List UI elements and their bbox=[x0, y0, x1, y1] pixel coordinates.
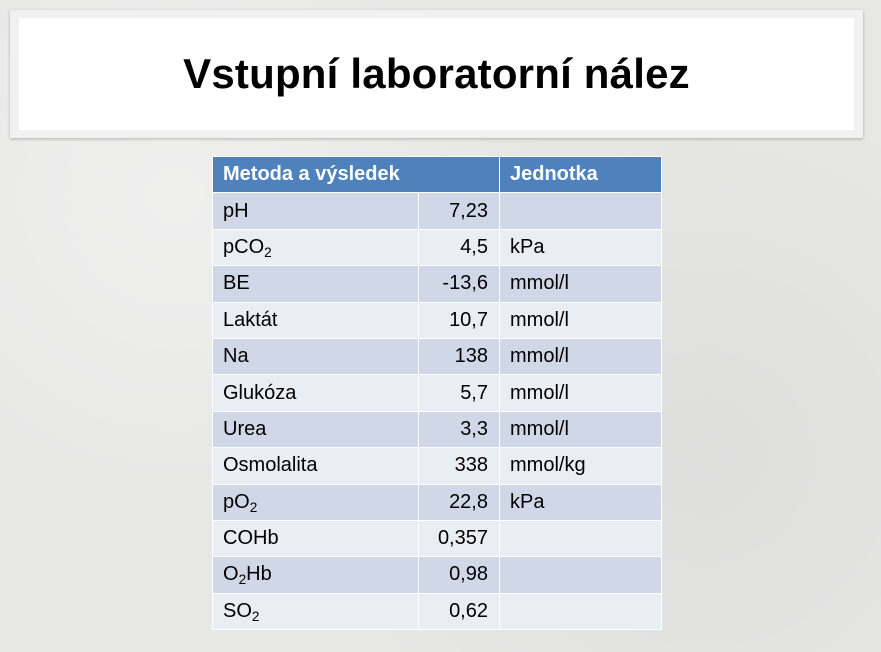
header-unit: Jednotka bbox=[500, 157, 662, 193]
table-row bbox=[213, 375, 662, 411]
table-row bbox=[213, 266, 662, 302]
parameter-name: Na bbox=[213, 338, 419, 374]
parameter-value: 0,357 bbox=[419, 520, 500, 556]
parameter-unit: kPa bbox=[500, 229, 662, 265]
table-row bbox=[213, 411, 662, 447]
parameter-value: 22,8 bbox=[419, 484, 500, 520]
header-method: Metoda a výsledek bbox=[213, 157, 500, 193]
title-frame bbox=[10, 10, 863, 138]
table-row bbox=[213, 520, 662, 556]
parameter-name: BE bbox=[213, 266, 419, 302]
parameter-value: 0,62 bbox=[419, 593, 500, 629]
parameter-unit bbox=[500, 593, 662, 629]
title-box bbox=[19, 18, 854, 130]
parameter-subscript: 2 bbox=[264, 244, 272, 260]
parameter-value: 338 bbox=[419, 448, 500, 484]
parameter-value: 4,5 bbox=[419, 229, 500, 265]
parameter-unit bbox=[500, 520, 662, 556]
parameter-unit: mmol/kg bbox=[500, 448, 662, 484]
parameter-unit bbox=[500, 193, 662, 229]
parameter-name: Osmolalita bbox=[213, 448, 419, 484]
parameter-name: COHb bbox=[213, 520, 419, 556]
table-row bbox=[213, 302, 662, 338]
parameter-unit: mmol/l bbox=[500, 338, 662, 374]
parameter-name: Urea bbox=[213, 411, 419, 447]
table-row bbox=[213, 448, 662, 484]
parameter-subscript: 2 bbox=[238, 572, 247, 588]
parameter-unit: kPa bbox=[500, 484, 662, 520]
parameter-unit: mmol/l bbox=[500, 266, 662, 302]
parameter-name: Laktát bbox=[213, 302, 419, 338]
table-row bbox=[213, 338, 662, 374]
table-row bbox=[213, 229, 662, 265]
parameter-name: pCO$_2$ bbox=[213, 229, 419, 265]
table-row bbox=[213, 557, 662, 593]
table-row bbox=[213, 193, 662, 229]
parameter-value: 138 bbox=[419, 338, 500, 374]
table-header-row bbox=[213, 157, 662, 193]
parameter-value: 5,7 bbox=[419, 375, 500, 411]
parameter-unit bbox=[500, 557, 662, 593]
lab-results-table bbox=[212, 156, 662, 630]
parameter-unit: mmol/l bbox=[500, 302, 662, 338]
table-row bbox=[213, 484, 662, 520]
parameter-name: pH bbox=[213, 193, 419, 229]
parameter-unit: mmol/l bbox=[500, 375, 662, 411]
parameter-name: $pO_2$ bbox=[213, 484, 419, 520]
parameter-name: Glukóza bbox=[213, 375, 419, 411]
parameter-value: 3,3 bbox=[419, 411, 500, 447]
page-title: Vstupní laboratorní nález bbox=[183, 50, 690, 97]
parameter-value: 7,23 bbox=[419, 193, 500, 229]
parameter-value: 10,7 bbox=[419, 302, 500, 338]
parameter-value: -13,6 bbox=[419, 266, 500, 302]
parameter-unit: mmol/l bbox=[500, 411, 662, 447]
parameter-subscript: 2 bbox=[249, 499, 258, 515]
table-body bbox=[213, 193, 662, 630]
parameter-subscript: 2 bbox=[251, 608, 260, 624]
parameter-name: $O_2Hb$ bbox=[213, 557, 419, 593]
table-row bbox=[213, 593, 662, 629]
parameter-name: $SO_2$ bbox=[213, 593, 419, 629]
parameter-value: 0,98 bbox=[419, 557, 500, 593]
